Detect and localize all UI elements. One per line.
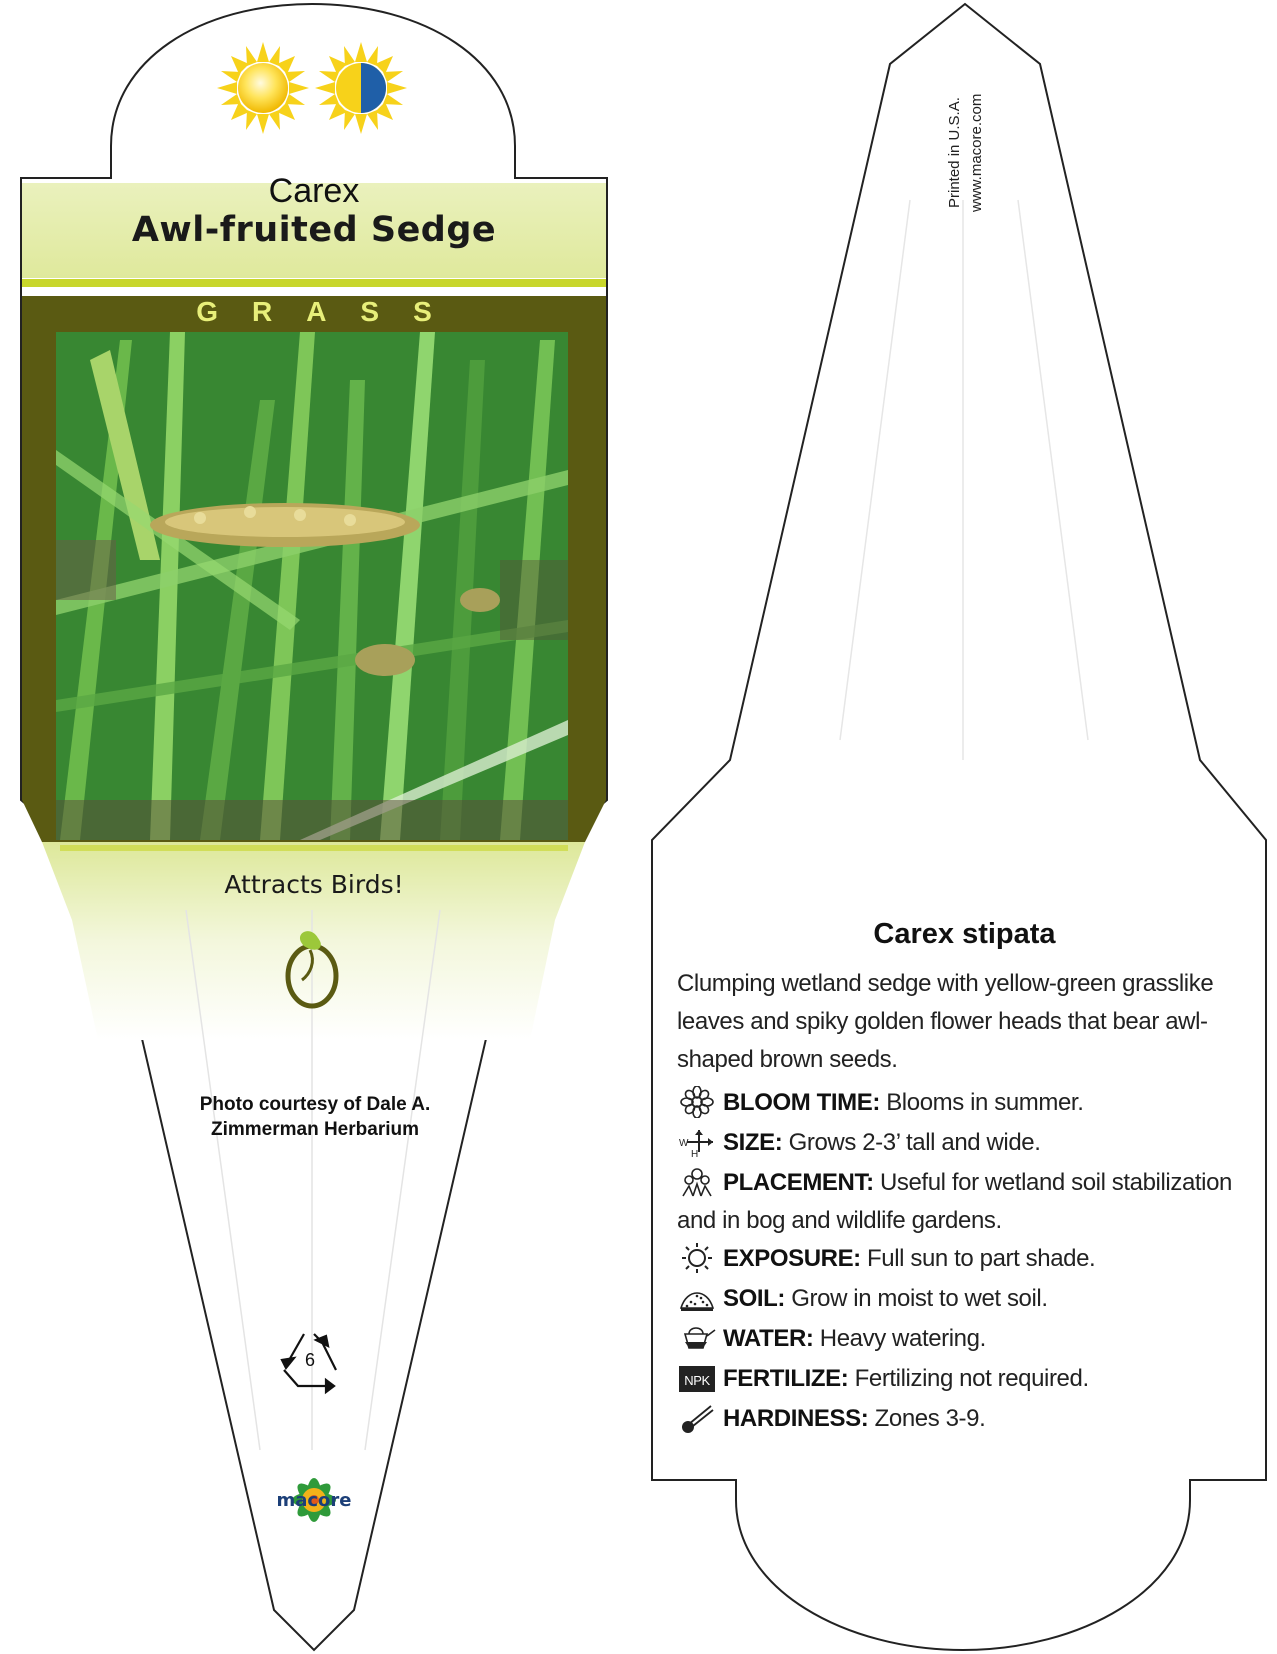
svg-text:H: H <box>691 1149 698 1158</box>
plant-description: Clumping wetland sedge with yellow-green grasslike leaves and spiky golden flower heads that bear awl-shaped brown seeds. <box>677 970 1214 1073</box>
genus-name: Carex <box>268 172 360 210</box>
recycle-code: 6 <box>304 1350 315 1370</box>
size-icon <box>677 1126 719 1156</box>
attr-hardiness: HARDINESS: Zones 3-9. <box>677 1400 1252 1438</box>
category-label: GRASS <box>196 296 466 327</box>
watering-can-icon <box>677 1322 719 1352</box>
attr-size: W H SIZE: Grows 2-3’ tall and wide. <box>677 1124 1252 1162</box>
npk-icon <box>677 1362 719 1392</box>
attr-water: WATER: Heavy watering. <box>677 1320 1252 1358</box>
soil-icon <box>677 1282 719 1312</box>
attr-exposure: EXPOSURE: Full sun to part shade. <box>677 1240 1252 1278</box>
photo-credit-line1: Photo courtesy of Dale A. <box>199 1094 431 1115</box>
attr-soil: SOIL: Grow in moist to wet soil. <box>677 1280 1252 1318</box>
printed-in-label: Printed in U.S.A. <box>946 97 963 208</box>
svg-text:W: W <box>679 1138 689 1149</box>
thermometer-icon <box>677 1402 719 1432</box>
svg-text:NPK: NPK <box>684 1373 710 1388</box>
attr-bloom-time: BLOOM TIME: Blooms in summer. <box>677 1084 1252 1122</box>
photo-credit <box>160 1092 470 1142</box>
sun-exposure-icon <box>677 1242 719 1272</box>
placement-icon <box>677 1166 719 1196</box>
scientific-name: Carex stipata <box>873 918 1056 950</box>
brand-name: macore <box>276 1490 352 1511</box>
common-name: Awl-fruited Sedge <box>131 210 497 250</box>
attr-fertilize: NPK FERTILIZE: Fertilizing not required. <box>677 1360 1252 1398</box>
flower-icon <box>677 1086 719 1116</box>
attr-placement: PLACEMENT: Useful for wetland soil stabilization and in bog and wildlife gardens. <box>677 1164 1252 1240</box>
header-lime-stripe <box>22 279 606 287</box>
website-label: www.macore.com <box>968 93 985 212</box>
tagline: Attracts Birds! <box>224 870 404 899</box>
photo-credit-line2: Zimmerman Herbarium <box>210 1119 419 1140</box>
plant-photo <box>56 332 568 840</box>
